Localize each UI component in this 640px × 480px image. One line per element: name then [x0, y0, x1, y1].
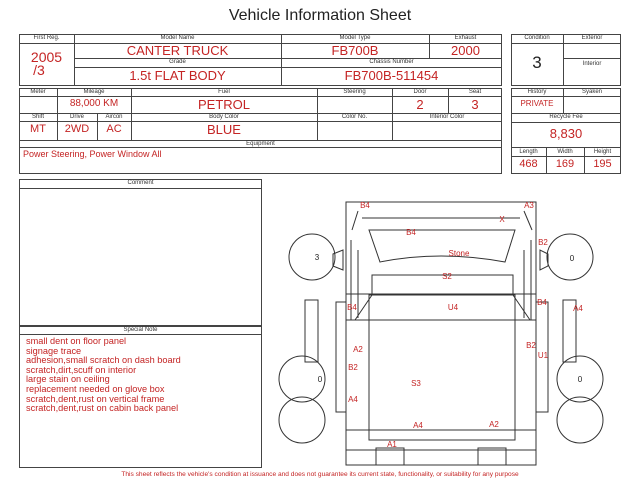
model-name-label: Model Name [160, 35, 195, 41]
exhaust-label: Exhaust [454, 35, 477, 41]
door-value: 2 [416, 97, 424, 112]
drive-label: Drive [69, 114, 84, 120]
mileage-label: Mileage [83, 89, 105, 95]
special-note-line: signage trace [26, 345, 82, 356]
mileage-value: 88,000 KM [69, 98, 119, 109]
mark-x-front: X [499, 215, 505, 224]
first-reg-year: 2005 [30, 49, 63, 65]
recycle-fee-value: 8,830 [549, 126, 583, 141]
chassis-label: Chassis Number [369, 59, 414, 65]
mark-b4-hood: B4 [406, 228, 416, 237]
equipment-label: Equipment [246, 141, 275, 147]
mark-b4-front-left: B4 [360, 201, 370, 210]
footer-disclaimer: This sheet reflects the vehicle's condition at issuance and does not guarantee its current state, functionality, or suitability for any purpose [121, 471, 519, 478]
special-note-line: scratch,dirt,scuff on interior [26, 364, 137, 375]
steering-label: Steering [343, 89, 366, 95]
model-type: FB700B [331, 43, 379, 58]
height-value: 195 [593, 158, 612, 170]
special-note-line: replacement needed on glove box [26, 383, 165, 394]
shift-value: MT [30, 123, 46, 135]
comment-label: Comment [127, 180, 154, 186]
grade-label: Grade [169, 59, 186, 65]
special-note-line: large stain on ceiling [26, 374, 110, 385]
special-note-label: Special Note [123, 327, 158, 333]
body-color-label: Body Color [209, 114, 239, 120]
page-title: Vehicle Information Sheet [228, 7, 412, 24]
special-note-line: small dent on floor panel [26, 336, 127, 346]
windshield [369, 230, 515, 262]
mark-a2-bottom: A2 [489, 420, 499, 429]
width-value: 169 [555, 158, 575, 170]
shift-label: Shift [31, 114, 44, 120]
history-label: History [527, 89, 547, 95]
special-note-line: adhesion,small scratch on dash board [26, 355, 181, 366]
interior-label: Interior [582, 61, 602, 67]
width-label: Width [557, 149, 573, 155]
grade-value: 1.5t FLAT BODY [129, 68, 226, 83]
rear-left-wheel-inner [279, 397, 325, 443]
meter-label: Meter [30, 89, 46, 95]
model-type-label: Model Type [339, 35, 371, 41]
mark-a4-bottom: A4 [413, 421, 423, 430]
special-note-line: scratch,dent,rust on vertical frame [26, 393, 165, 404]
drive-value: 2WD [64, 123, 90, 135]
fuel-label: Fuel [218, 89, 230, 95]
length-label: Length [519, 149, 538, 155]
height-label: Height [593, 149, 612, 155]
equipment-value: Power Steering, Power Window All [23, 149, 162, 159]
mark-3-left-wheel: 3 [314, 253, 320, 262]
door-label: Door [413, 89, 427, 95]
mark-stone: Stone [448, 249, 470, 258]
mark-a1: A1 [387, 440, 397, 449]
front-left-wheel [289, 234, 335, 280]
length-value: 468 [519, 158, 538, 170]
mark-a2-left: A2 [353, 345, 363, 354]
special-note-line: scratch,dent,rust on cabin back panel [26, 403, 179, 414]
interior-color-label: Interior Color [429, 114, 465, 120]
exterior-label: Exterior [581, 35, 603, 41]
exhaust-value: 2000 [451, 43, 480, 58]
recycle-fee-label: Recycle Fee [549, 114, 583, 120]
mark-0-right-rear: 0 [577, 375, 583, 384]
mark-0-right-wheel: 0 [569, 254, 575, 263]
first-reg-label: First Reg. [33, 35, 60, 41]
chassis-number: FB700B-511454 [344, 68, 439, 83]
model-name: CANTER TRUCK [126, 43, 229, 58]
mark-s2: S2 [442, 272, 452, 281]
seat-label: Seat [468, 89, 482, 95]
cargo-bed [346, 294, 536, 450]
mark-u4: U4 [447, 303, 459, 312]
condition-value: 3 [532, 53, 542, 72]
mark-a4-right: A4 [573, 304, 583, 313]
mark-b2-right: B2 [526, 341, 536, 350]
color-no-label: Color No. [341, 114, 368, 120]
mark-b2-left: B2 [348, 363, 358, 372]
mark-a4-left: A4 [348, 395, 358, 404]
mark-a3-front-right: A3 [524, 201, 534, 210]
body-color-value: BLUE [207, 122, 241, 137]
seat-value: 3 [471, 97, 479, 112]
mark-s3: S3 [411, 379, 421, 388]
aircon-label: Aircon [105, 114, 123, 120]
mark-0-left-rear: 0 [317, 375, 323, 384]
mark-b4-left-mid: B4 [347, 303, 357, 312]
mark-b2-right-upper: B2 [538, 238, 548, 247]
cab-outline [346, 202, 536, 320]
aircon-value: AC [106, 123, 122, 135]
mark-b4-right-mid: B4 [537, 298, 547, 307]
mark-u1: U1 [537, 351, 549, 360]
fuel-value: PETROL [197, 97, 250, 112]
first-reg-month: /3 [33, 62, 45, 78]
rear-right-wheel-inner [557, 397, 603, 443]
history-value: PRIVATE [520, 99, 554, 108]
condition-label: Condition [524, 35, 550, 41]
syaken-label: Syaken [581, 89, 602, 95]
